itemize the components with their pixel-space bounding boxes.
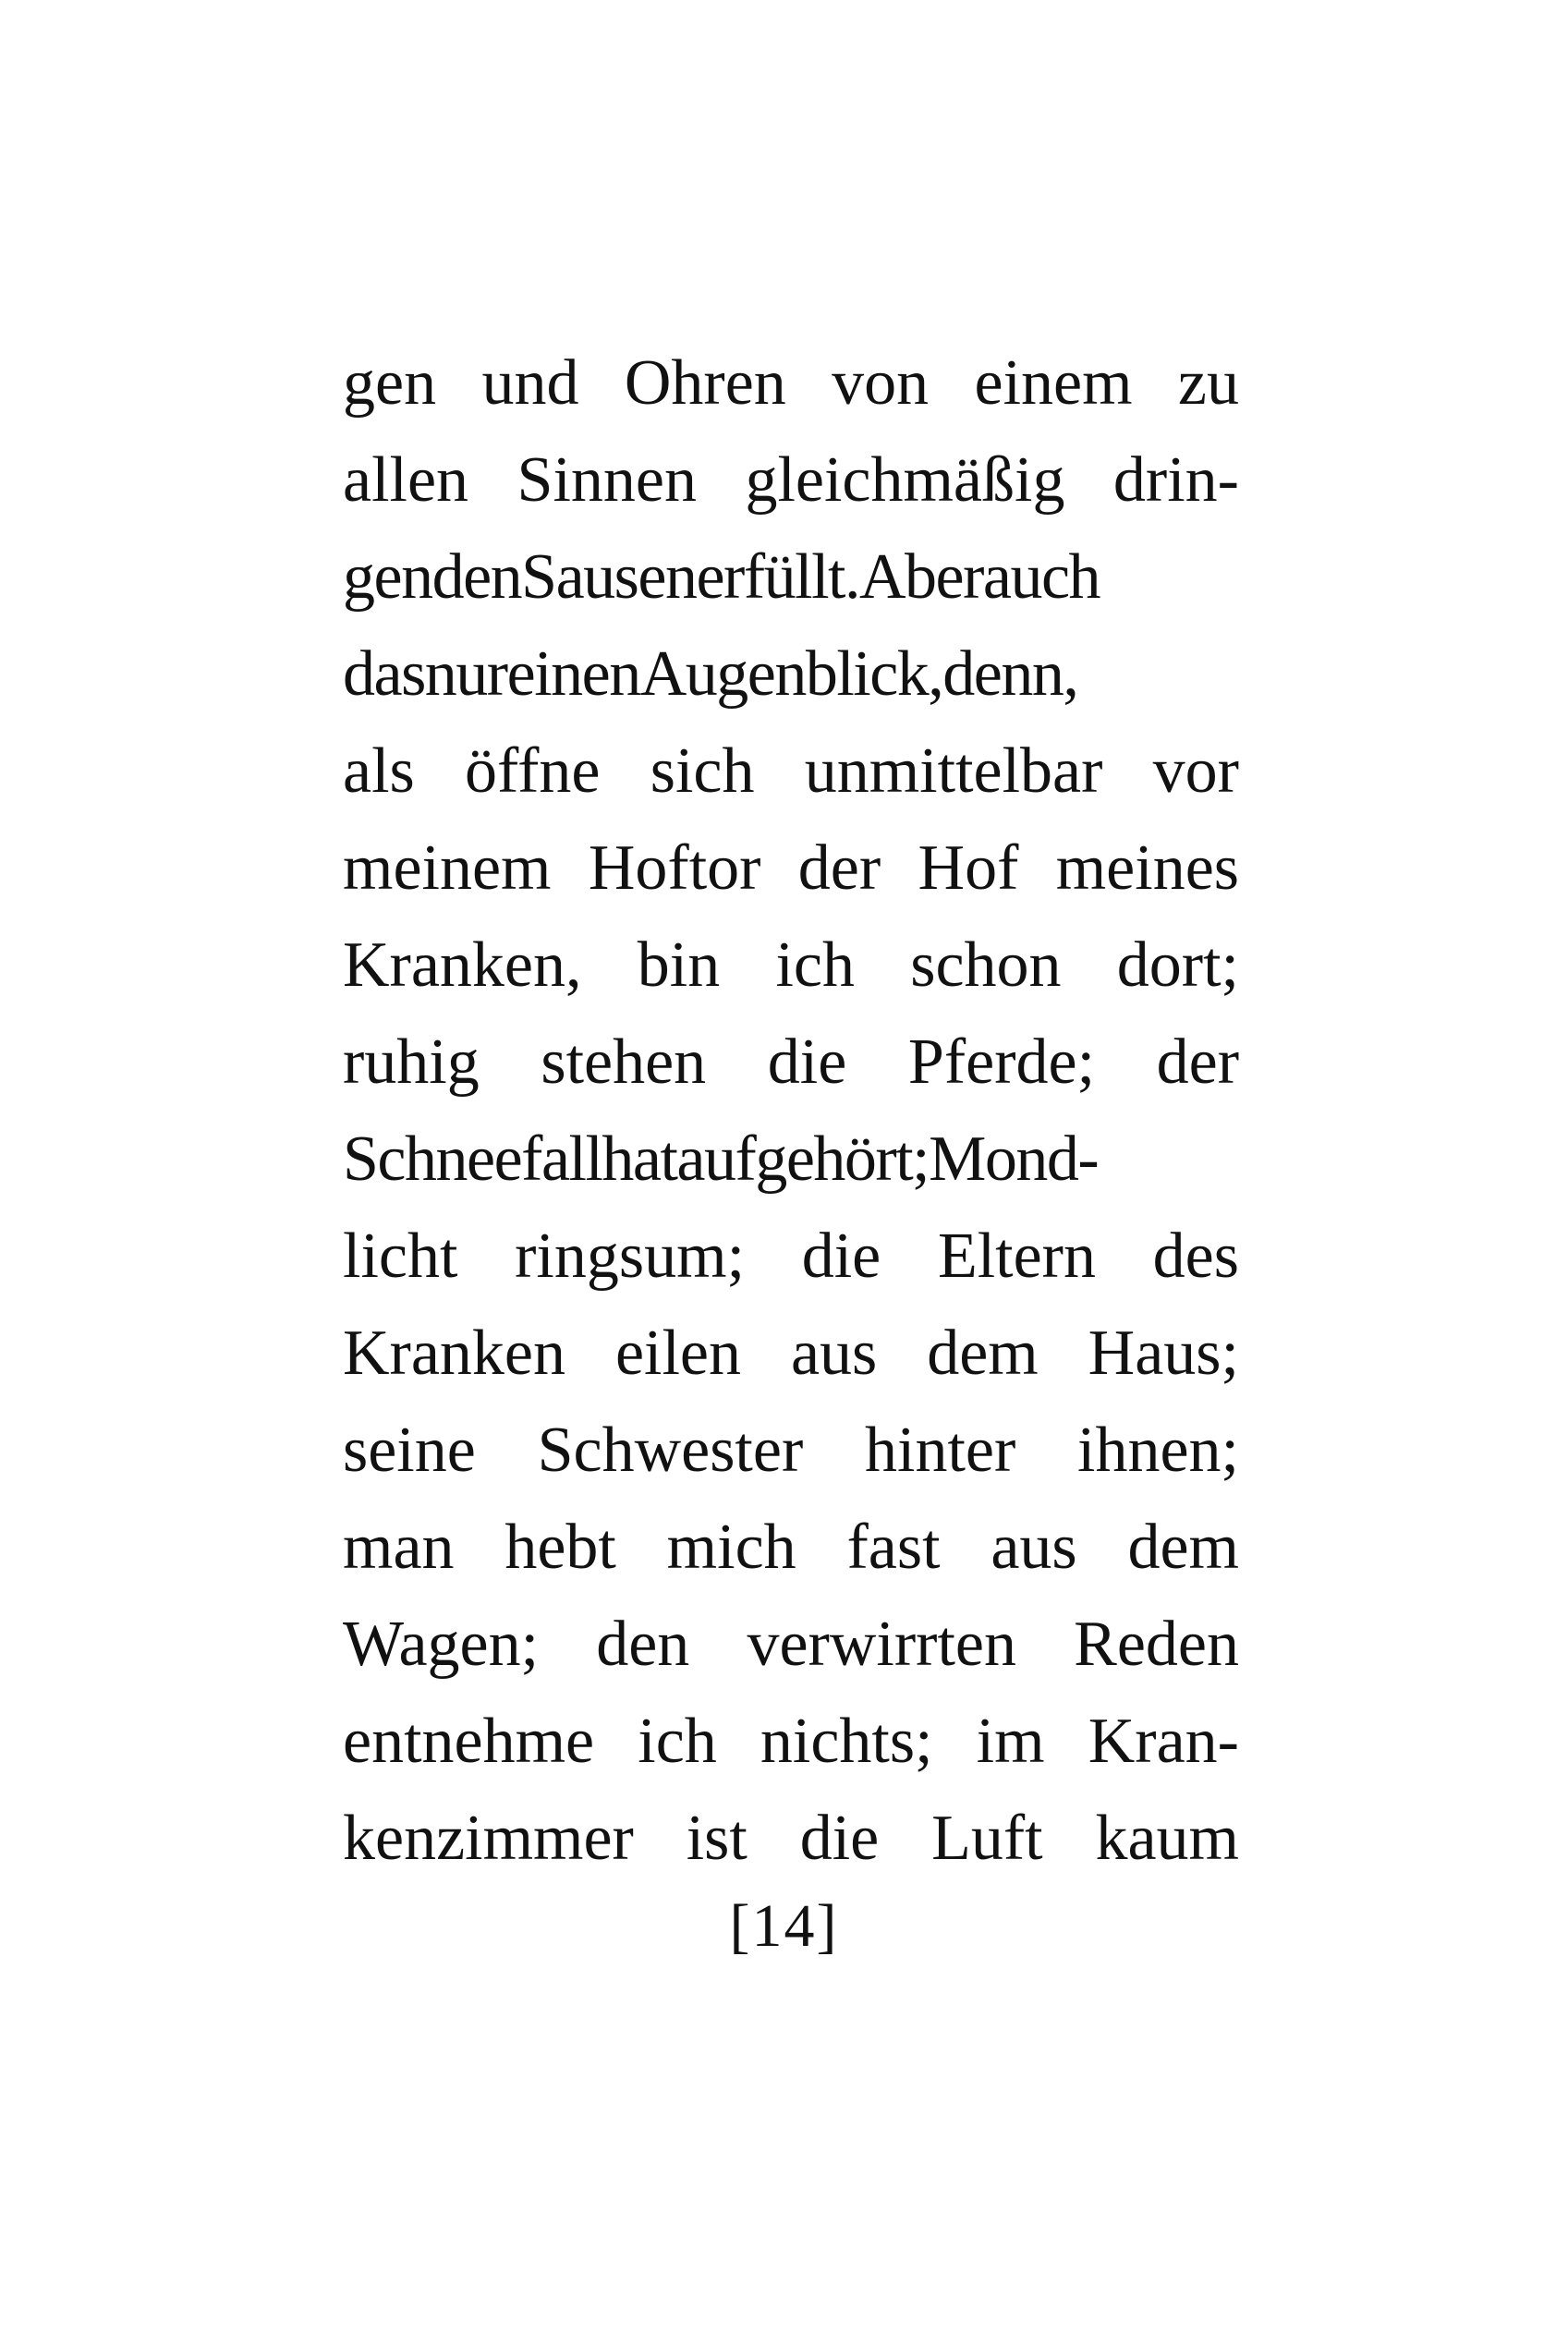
text-line-11: Kranken eilen aus dem Haus; [343,1318,1239,1389]
text-line-10: licht ringsum; die Eltern des [343,1221,1239,1292]
text-line-2: allen Sinnen gleichmäßig drin- [343,444,1239,516]
text-line-13: man hebt mich fast aus dem [343,1512,1239,1583]
text-line-6: meinem Hoftor der Hof meines [343,832,1239,904]
text-line-8: ruhig stehen die Pferde; der [343,1027,1239,1098]
body-text [343,334,1239,1887]
text-line-12: seine Schwester hinter ihnen; [343,1415,1239,1486]
page-number: [14] [729,1892,839,1960]
text-line-1: gen und Ohren von einem zu [343,347,1239,419]
text-line-14: Wagen; den verwirrten Reden [343,1609,1239,1680]
text-line-4: dasnureinenAugenblick,denn, [343,638,1078,710]
text-line-3: gendenSausenerfüllt.Aberauch [343,541,1100,613]
text-line-16: kenzimmer ist die Luft kaum [343,1803,1239,1874]
text-line-7: Kranken, bin ich schon dort; [343,930,1239,1001]
text-line-5: als öffne sich unmittelbar vor [343,735,1239,807]
text-line-9: Schneefallhataufgehört;Mond- [343,1124,1099,1195]
text-line-15: entnehme ich nichts; im Kran- [343,1706,1239,1777]
